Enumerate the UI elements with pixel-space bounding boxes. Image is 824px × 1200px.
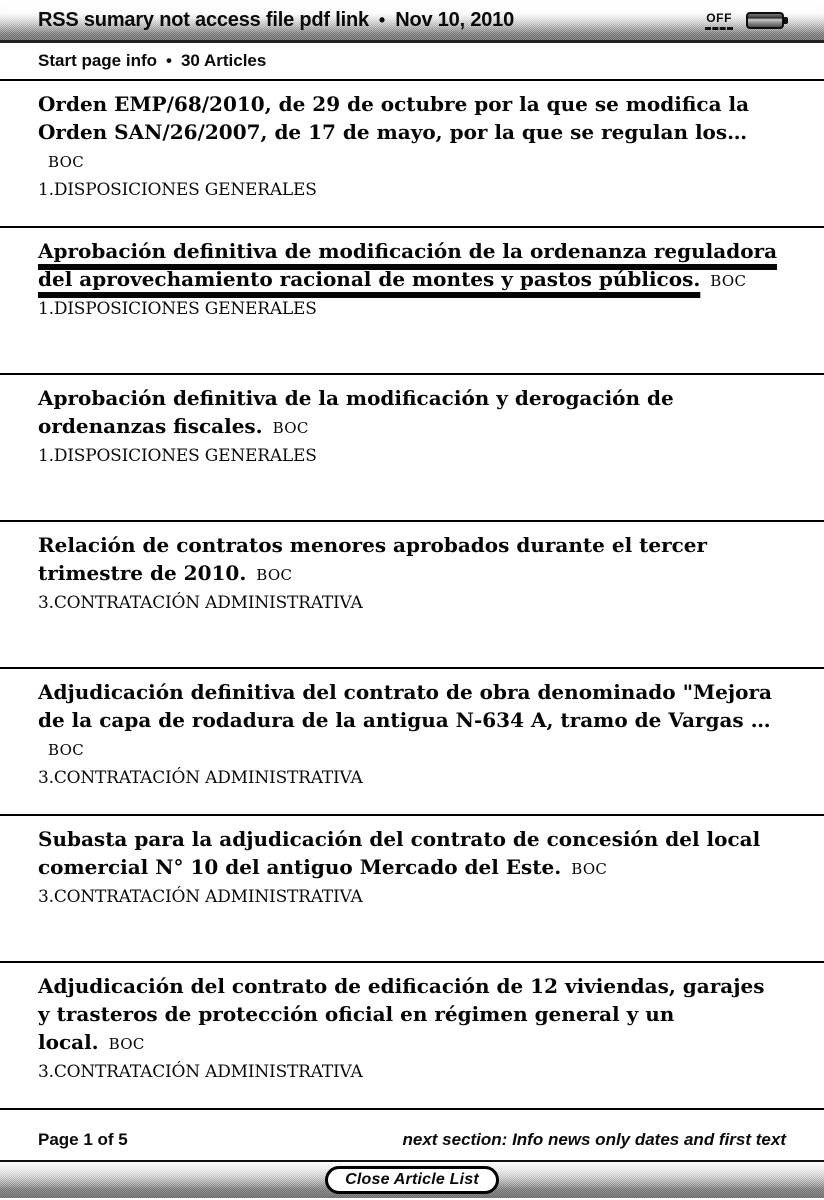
list-subheader — [0, 43, 824, 81]
article-source: BOC — [48, 153, 84, 171]
close-article-list-button[interactable]: Close Article List — [325, 1166, 499, 1194]
page-indicator: Page 1 of 5 — [38, 1130, 128, 1149]
article-item-selected[interactable] — [0, 228, 824, 375]
title-date-separator: • — [378, 10, 386, 30]
status-indicators — [705, 11, 784, 30]
feed-title: RSS sumary not access file pdf link — [38, 9, 369, 31]
wifi-off-indicator: OFF — [705, 11, 733, 30]
article-category: 3.CONTRATACIÓN ADMINISTRATIVA — [38, 768, 363, 788]
article-category: 3.CONTRATACIÓN ADMINISTRATIVA — [38, 593, 363, 613]
article-item[interactable] — [0, 375, 824, 522]
article-source: BOC — [48, 741, 84, 759]
article-category: 1.DISPOSICIONES GENERALES — [38, 299, 317, 319]
article-item[interactable] — [0, 81, 824, 228]
article-title: Adjudicación del contrato de edificación de 12 viviendas, garajes y trasteros de protección oficial en régimen general y un local. — [38, 974, 765, 1054]
article-source: BOC — [571, 860, 608, 878]
article-title: Relación de contratos menores aprobados durante el tercer trimestre de 2010. — [38, 533, 708, 585]
article-title: Adjudicación definitiva del contrato de obra denominado "Mejora de la capa de rodadura de la antigua N-634 A, tramo de Vargas … — [38, 680, 772, 732]
subheader-separator: • — [166, 51, 172, 70]
article-source: BOC — [710, 272, 747, 290]
article-title: Aprobación definitiva de la modificación y derogación de ordenanzas fiscales. — [38, 386, 674, 438]
battery-icon — [746, 12, 784, 29]
article-category: 3.CONTRATACIÓN ADMINISTRATIVA — [38, 1062, 363, 1082]
header-date: Nov 10, 2010 — [395, 9, 515, 31]
article-title: Subasta para la adjudicación del contrato de concesión del local comercial N° 10 del antiguo Mercado del Este. — [38, 827, 761, 879]
article-item[interactable] — [0, 522, 824, 669]
article-source: BOC — [108, 1035, 145, 1053]
article-source: BOC — [272, 419, 309, 437]
article-category: 3.CONTRATACIÓN ADMINISTRATIVA — [38, 887, 363, 907]
article-item[interactable] — [0, 963, 824, 1110]
article-list — [0, 81, 824, 1110]
article-category: 1.DISPOSICIONES GENERALES — [38, 446, 317, 466]
article-source: BOC — [256, 566, 293, 584]
article-title: Orden EMP/68/2010, de 29 de octubre por la que se modifica la Orden SAN/26/2007, de 17 de mayo, por la que se regulan los… — [38, 92, 750, 144]
article-count: 30 Articles — [180, 51, 267, 70]
next-section-hint: next section: Info news only dates and first text — [402, 1130, 786, 1149]
article-category: 1.DISPOSICIONES GENERALES — [38, 180, 317, 200]
article-item[interactable] — [0, 669, 824, 816]
article-title: Aprobación definitiva de modificación de la ordenanza reguladora del aprovechamiento racional de montes y pastos públicos. — [38, 239, 778, 291]
status-bar — [0, 4, 824, 43]
article-item[interactable] — [0, 816, 824, 963]
start-page-info: Start page info — [38, 51, 158, 70]
footer — [0, 1110, 824, 1160]
bottom-bar — [0, 1160, 824, 1198]
